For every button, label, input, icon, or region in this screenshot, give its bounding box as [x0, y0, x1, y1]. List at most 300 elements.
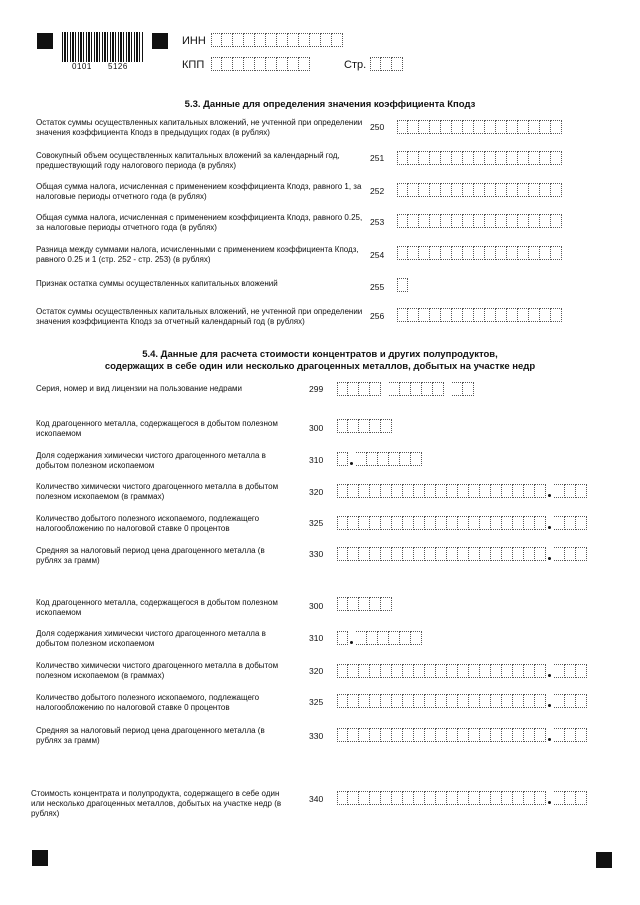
input-cell[interactable]	[565, 664, 576, 678]
input-cell[interactable]	[485, 120, 496, 134]
input-cell[interactable]	[518, 308, 529, 322]
input-cell[interactable]	[463, 246, 474, 260]
input-cell[interactable]	[367, 631, 378, 645]
input-cell[interactable]	[389, 382, 400, 396]
input-cell[interactable]	[524, 484, 535, 498]
input-cell[interactable]	[507, 120, 518, 134]
input-cell[interactable]	[535, 516, 546, 530]
input-cell[interactable]	[436, 728, 447, 742]
input-cell[interactable]	[255, 57, 266, 71]
input-cell[interactable]	[502, 516, 513, 530]
input-cell[interactable]	[425, 664, 436, 678]
input-cell[interactable]	[507, 214, 518, 228]
b1-field-320-input[interactable]	[337, 484, 587, 498]
input-cell[interactable]	[430, 214, 441, 228]
input-cell[interactable]	[491, 728, 502, 742]
input-cell[interactable]	[348, 791, 359, 805]
input-cell[interactable]	[332, 33, 343, 47]
input-cell[interactable]	[535, 547, 546, 561]
input-cell[interactable]	[551, 308, 562, 322]
input-cell[interactable]	[480, 516, 491, 530]
input-cell[interactable]	[397, 183, 408, 197]
input-cell[interactable]	[474, 151, 485, 165]
input-cell[interactable]	[518, 120, 529, 134]
input-cell[interactable]	[447, 547, 458, 561]
input-cell[interactable]	[359, 728, 370, 742]
input-cell[interactable]	[403, 694, 414, 708]
input-cell[interactable]	[348, 419, 359, 433]
input-cell[interactable]	[447, 728, 458, 742]
input-cell[interactable]	[400, 382, 411, 396]
input-cell[interactable]	[359, 664, 370, 678]
input-cell[interactable]	[447, 664, 458, 678]
input-cell[interactable]	[348, 597, 359, 611]
input-cell[interactable]	[425, 791, 436, 805]
input-cell[interactable]	[381, 694, 392, 708]
input-cell[interactable]	[337, 452, 348, 466]
input-cell[interactable]	[419, 183, 430, 197]
input-cell[interactable]	[403, 791, 414, 805]
input-cell[interactable]	[502, 664, 513, 678]
input-cell[interactable]	[337, 694, 348, 708]
input-cell[interactable]	[469, 516, 480, 530]
input-cell[interactable]	[348, 484, 359, 498]
input-cell[interactable]	[381, 419, 392, 433]
input-cell[interactable]	[496, 308, 507, 322]
input-cell[interactable]	[359, 791, 370, 805]
input-cell[interactable]	[255, 33, 266, 47]
input-cell[interactable]	[565, 484, 576, 498]
input-cell[interactable]	[414, 728, 425, 742]
input-cell[interactable]	[370, 694, 381, 708]
input-cell[interactable]	[389, 631, 400, 645]
input-cell[interactable]	[529, 246, 540, 260]
input-cell[interactable]	[496, 183, 507, 197]
input-cell[interactable]	[441, 246, 452, 260]
input-cell[interactable]	[400, 631, 411, 645]
input-cell[interactable]	[447, 791, 458, 805]
input-cell[interactable]	[469, 694, 480, 708]
field-254-input[interactable]	[397, 246, 562, 260]
input-cell[interactable]	[310, 33, 321, 47]
input-cell[interactable]	[485, 214, 496, 228]
input-cell[interactable]	[425, 728, 436, 742]
input-cell[interactable]	[491, 664, 502, 678]
input-cell[interactable]	[540, 214, 551, 228]
input-cell[interactable]	[458, 694, 469, 708]
input-cell[interactable]	[411, 382, 422, 396]
input-cell[interactable]	[554, 484, 565, 498]
input-cell[interactable]	[452, 308, 463, 322]
input-cell[interactable]	[565, 728, 576, 742]
input-cell[interactable]	[535, 728, 546, 742]
input-cell[interactable]	[565, 791, 576, 805]
input-cell[interactable]	[496, 214, 507, 228]
input-cell[interactable]	[436, 547, 447, 561]
input-cell[interactable]	[436, 664, 447, 678]
input-cell[interactable]	[474, 183, 485, 197]
input-cell[interactable]	[403, 516, 414, 530]
input-cell[interactable]	[414, 547, 425, 561]
input-cell[interactable]	[491, 791, 502, 805]
input-cell[interactable]	[540, 151, 551, 165]
input-cell[interactable]	[447, 516, 458, 530]
input-cell[interactable]	[370, 664, 381, 678]
input-cell[interactable]	[356, 631, 367, 645]
input-cell[interactable]	[576, 484, 587, 498]
input-cell[interactable]	[411, 452, 422, 466]
input-cell[interactable]	[392, 694, 403, 708]
input-cell[interactable]	[524, 664, 535, 678]
input-cell[interactable]	[513, 694, 524, 708]
input-cell[interactable]	[397, 120, 408, 134]
input-cell[interactable]	[529, 151, 540, 165]
input-cell[interactable]	[359, 597, 370, 611]
input-cell[interactable]	[381, 791, 392, 805]
input-cell[interactable]	[337, 728, 348, 742]
input-cell[interactable]	[502, 728, 513, 742]
b2-field-310-input[interactable]	[337, 631, 422, 645]
input-cell[interactable]	[381, 728, 392, 742]
input-cell[interactable]	[524, 547, 535, 561]
input-cell[interactable]	[554, 728, 565, 742]
input-cell[interactable]	[337, 631, 348, 645]
input-cell[interactable]	[576, 728, 587, 742]
input-cell[interactable]	[524, 516, 535, 530]
input-cell[interactable]	[378, 631, 389, 645]
input-cell[interactable]	[222, 57, 233, 71]
input-cell[interactable]	[441, 214, 452, 228]
input-cell[interactable]	[474, 308, 485, 322]
input-cell[interactable]	[430, 246, 441, 260]
input-cell[interactable]	[392, 57, 403, 71]
field-340-input[interactable]	[337, 791, 587, 805]
input-cell[interactable]	[502, 484, 513, 498]
input-cell[interactable]	[408, 151, 419, 165]
input-cell[interactable]	[551, 246, 562, 260]
input-cell[interactable]	[397, 246, 408, 260]
input-cell[interactable]	[524, 728, 535, 742]
input-cell[interactable]	[397, 278, 408, 292]
input-cell[interactable]	[458, 791, 469, 805]
input-cell[interactable]	[469, 484, 480, 498]
input-cell[interactable]	[348, 664, 359, 678]
input-cell[interactable]	[408, 120, 419, 134]
input-cell[interactable]	[392, 484, 403, 498]
input-cell[interactable]	[430, 151, 441, 165]
input-cell[interactable]	[518, 151, 529, 165]
input-cell[interactable]	[576, 694, 587, 708]
b1-field-300-input[interactable]	[337, 419, 392, 433]
input-cell[interactable]	[554, 694, 565, 708]
input-cell[interactable]	[529, 183, 540, 197]
input-cell[interactable]	[485, 246, 496, 260]
input-cell[interactable]	[425, 694, 436, 708]
input-cell[interactable]	[458, 547, 469, 561]
input-cell[interactable]	[496, 151, 507, 165]
input-cell[interactable]	[469, 728, 480, 742]
input-cell[interactable]	[447, 484, 458, 498]
input-cell[interactable]	[370, 728, 381, 742]
input-cell[interactable]	[266, 33, 277, 47]
input-cell[interactable]	[463, 382, 474, 396]
input-cell[interactable]	[551, 151, 562, 165]
input-cell[interactable]	[348, 728, 359, 742]
field-256-input[interactable]	[397, 308, 562, 322]
b2-field-330-input[interactable]	[337, 728, 587, 742]
input-cell[interactable]	[389, 452, 400, 466]
input-cell[interactable]	[419, 214, 430, 228]
input-cell[interactable]	[480, 791, 491, 805]
input-cell[interactable]	[458, 516, 469, 530]
input-cell[interactable]	[485, 183, 496, 197]
input-cell[interactable]	[414, 664, 425, 678]
input-cell[interactable]	[430, 183, 441, 197]
input-cell[interactable]	[554, 664, 565, 678]
input-cell[interactable]	[463, 151, 474, 165]
input-cell[interactable]	[425, 547, 436, 561]
input-cell[interactable]	[348, 547, 359, 561]
input-cell[interactable]	[359, 419, 370, 433]
input-cell[interactable]	[337, 516, 348, 530]
input-cell[interactable]	[436, 484, 447, 498]
input-cell[interactable]	[392, 664, 403, 678]
input-cell[interactable]	[370, 484, 381, 498]
input-cell[interactable]	[496, 120, 507, 134]
input-cell[interactable]	[436, 516, 447, 530]
input-cell[interactable]	[513, 516, 524, 530]
input-cell[interactable]	[458, 664, 469, 678]
input-cell[interactable]	[551, 120, 562, 134]
input-cell[interactable]	[535, 484, 546, 498]
input-cell[interactable]	[551, 183, 562, 197]
input-cell[interactable]	[480, 694, 491, 708]
input-cell[interactable]	[381, 597, 392, 611]
input-cell[interactable]	[507, 183, 518, 197]
input-cell[interactable]	[408, 246, 419, 260]
input-cell[interactable]	[370, 57, 381, 71]
input-cell[interactable]	[540, 120, 551, 134]
input-cell[interactable]	[381, 664, 392, 678]
input-cell[interactable]	[513, 728, 524, 742]
input-cell[interactable]	[480, 547, 491, 561]
input-cell[interactable]	[408, 308, 419, 322]
input-cell[interactable]	[474, 246, 485, 260]
input-cell[interactable]	[474, 214, 485, 228]
input-cell[interactable]	[359, 484, 370, 498]
input-cell[interactable]	[408, 183, 419, 197]
input-cell[interactable]	[288, 57, 299, 71]
input-cell[interactable]	[367, 452, 378, 466]
input-cell[interactable]	[414, 791, 425, 805]
input-cell[interactable]	[403, 728, 414, 742]
input-cell[interactable]	[491, 516, 502, 530]
input-cell[interactable]	[233, 33, 244, 47]
input-cell[interactable]	[397, 151, 408, 165]
input-cell[interactable]	[211, 57, 222, 71]
b2-field-320-input[interactable]	[337, 664, 587, 678]
input-cell[interactable]	[359, 516, 370, 530]
input-cell[interactable]	[452, 246, 463, 260]
input-cell[interactable]	[502, 791, 513, 805]
input-cell[interactable]	[554, 547, 565, 561]
input-cell[interactable]	[400, 452, 411, 466]
input-cell[interactable]	[513, 791, 524, 805]
input-cell[interactable]	[422, 382, 433, 396]
input-cell[interactable]	[513, 484, 524, 498]
input-cell[interactable]	[430, 120, 441, 134]
input-cell[interactable]	[576, 516, 587, 530]
input-cell[interactable]	[485, 308, 496, 322]
input-cell[interactable]	[266, 57, 277, 71]
input-cell[interactable]	[414, 694, 425, 708]
input-cell[interactable]	[378, 452, 389, 466]
input-cell[interactable]	[565, 547, 576, 561]
input-cell[interactable]	[403, 484, 414, 498]
input-cell[interactable]	[381, 516, 392, 530]
input-cell[interactable]	[288, 33, 299, 47]
input-cell[interactable]	[502, 547, 513, 561]
input-cell[interactable]	[222, 33, 233, 47]
input-cell[interactable]	[518, 246, 529, 260]
input-cell[interactable]	[392, 728, 403, 742]
input-cell[interactable]	[299, 57, 310, 71]
input-cell[interactable]	[356, 452, 367, 466]
input-cell[interactable]	[277, 57, 288, 71]
input-cell[interactable]	[485, 151, 496, 165]
input-cell[interactable]	[576, 791, 587, 805]
input-cell[interactable]	[551, 214, 562, 228]
input-cell[interactable]	[463, 214, 474, 228]
input-cell[interactable]	[411, 631, 422, 645]
input-cell[interactable]	[436, 694, 447, 708]
input-cell[interactable]	[518, 214, 529, 228]
input-cell[interactable]	[337, 382, 348, 396]
input-cell[interactable]	[565, 694, 576, 708]
input-cell[interactable]	[540, 183, 551, 197]
input-cell[interactable]	[463, 308, 474, 322]
input-cell[interactable]	[474, 120, 485, 134]
input-cell[interactable]	[359, 547, 370, 561]
input-cell[interactable]	[529, 308, 540, 322]
input-cell[interactable]	[419, 246, 430, 260]
input-cell[interactable]	[463, 183, 474, 197]
input-cell[interactable]	[529, 120, 540, 134]
input-cell[interactable]	[540, 308, 551, 322]
input-cell[interactable]	[524, 694, 535, 708]
input-cell[interactable]	[337, 419, 348, 433]
input-cell[interactable]	[452, 120, 463, 134]
input-cell[interactable]	[529, 214, 540, 228]
input-cell[interactable]	[392, 547, 403, 561]
input-cell[interactable]	[392, 791, 403, 805]
input-cell[interactable]	[408, 214, 419, 228]
input-cell[interactable]	[381, 547, 392, 561]
input-cell[interactable]	[425, 484, 436, 498]
kpp-field[interactable]	[211, 57, 310, 71]
input-cell[interactable]	[233, 57, 244, 71]
input-cell[interactable]	[414, 516, 425, 530]
input-cell[interactable]	[452, 151, 463, 165]
inn-field[interactable]	[211, 33, 343, 47]
input-cell[interactable]	[535, 664, 546, 678]
input-cell[interactable]	[491, 484, 502, 498]
input-cell[interactable]	[397, 308, 408, 322]
field-250-input[interactable]	[397, 120, 562, 134]
field-252-input[interactable]	[397, 183, 562, 197]
input-cell[interactable]	[370, 597, 381, 611]
input-cell[interactable]	[441, 308, 452, 322]
input-cell[interactable]	[370, 382, 381, 396]
input-cell[interactable]	[381, 484, 392, 498]
input-cell[interactable]	[576, 547, 587, 561]
input-cell[interactable]	[348, 516, 359, 530]
input-cell[interactable]	[458, 484, 469, 498]
input-cell[interactable]	[469, 664, 480, 678]
page-number-field[interactable]	[370, 57, 403, 71]
field-251-input[interactable]	[397, 151, 562, 165]
input-cell[interactable]	[469, 791, 480, 805]
input-cell[interactable]	[211, 33, 222, 47]
input-cell[interactable]	[381, 57, 392, 71]
input-cell[interactable]	[576, 664, 587, 678]
input-cell[interactable]	[359, 694, 370, 708]
input-cell[interactable]	[447, 694, 458, 708]
input-cell[interactable]	[348, 694, 359, 708]
input-cell[interactable]	[452, 382, 463, 396]
input-cell[interactable]	[370, 419, 381, 433]
input-cell[interactable]	[565, 516, 576, 530]
input-cell[interactable]	[540, 246, 551, 260]
input-cell[interactable]	[496, 246, 507, 260]
input-cell[interactable]	[337, 597, 348, 611]
input-cell[interactable]	[403, 664, 414, 678]
b2-field-325-input[interactable]	[337, 694, 587, 708]
input-cell[interactable]	[535, 694, 546, 708]
input-cell[interactable]	[425, 516, 436, 530]
input-cell[interactable]	[452, 183, 463, 197]
field-255-input[interactable]	[397, 278, 408, 292]
input-cell[interactable]	[337, 484, 348, 498]
input-cell[interactable]	[321, 33, 332, 47]
input-cell[interactable]	[480, 728, 491, 742]
input-cell[interactable]	[507, 246, 518, 260]
input-cell[interactable]	[436, 791, 447, 805]
input-cell[interactable]	[554, 516, 565, 530]
input-cell[interactable]	[337, 547, 348, 561]
b1-field-330-input[interactable]	[337, 547, 587, 561]
input-cell[interactable]	[419, 308, 430, 322]
input-cell[interactable]	[244, 33, 255, 47]
input-cell[interactable]	[433, 382, 444, 396]
input-cell[interactable]	[469, 547, 480, 561]
input-cell[interactable]	[491, 547, 502, 561]
input-cell[interactable]	[441, 183, 452, 197]
input-cell[interactable]	[502, 694, 513, 708]
input-cell[interactable]	[491, 694, 502, 708]
input-cell[interactable]	[370, 547, 381, 561]
input-cell[interactable]	[458, 728, 469, 742]
input-cell[interactable]	[441, 151, 452, 165]
input-cell[interactable]	[348, 382, 359, 396]
input-cell[interactable]	[480, 484, 491, 498]
input-cell[interactable]	[463, 120, 474, 134]
b1-field-325-input[interactable]	[337, 516, 587, 530]
b1-field-310-input[interactable]	[337, 452, 422, 466]
input-cell[interactable]	[392, 516, 403, 530]
input-cell[interactable]	[480, 664, 491, 678]
input-cell[interactable]	[554, 791, 565, 805]
